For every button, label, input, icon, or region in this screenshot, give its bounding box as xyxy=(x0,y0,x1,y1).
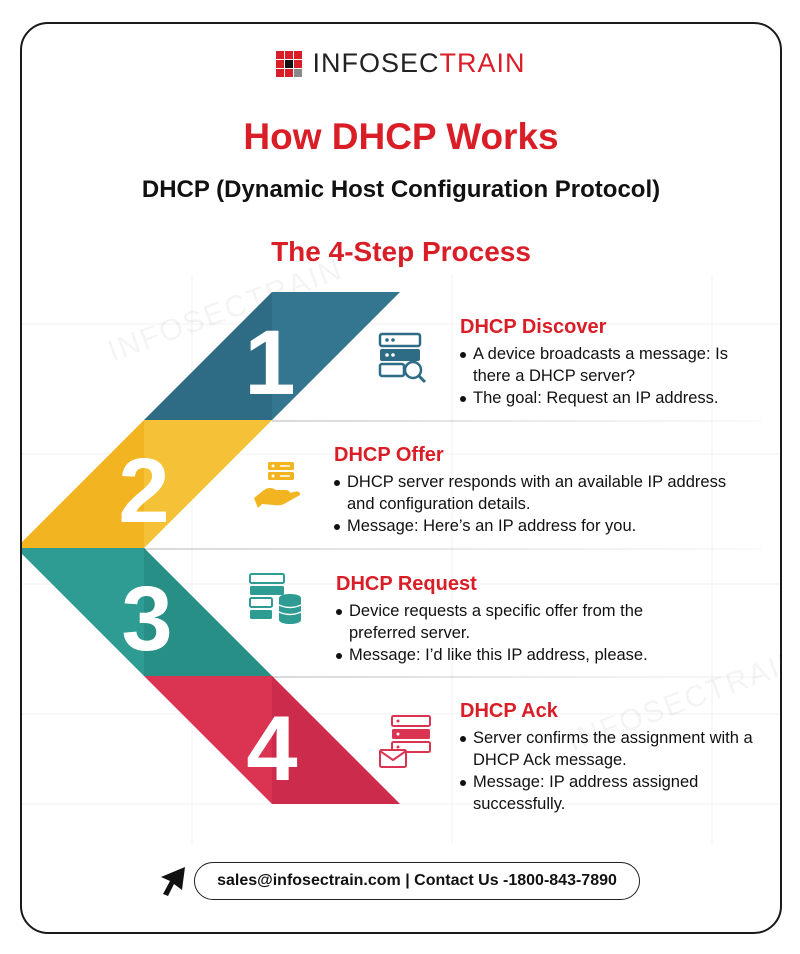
server-search-icon xyxy=(377,332,427,384)
page-subtitle: DHCP (Dynamic Host Configuration Protocol) xyxy=(141,176,661,203)
step-title-2: DHCP Offer xyxy=(334,444,444,466)
step-2-bullet: DHCP server responds with an available IP address and configuration details. xyxy=(334,471,744,515)
server-database-icon xyxy=(248,572,304,626)
step-2-bullet: Message: Here’s an IP address for you. xyxy=(334,515,744,537)
step-divider xyxy=(272,420,762,422)
page-title: How DHCP Works xyxy=(243,116,559,157)
brand-name: INFOSECTRAIN xyxy=(312,48,526,78)
step-4 xyxy=(460,700,760,815)
step-number-1: 1 xyxy=(244,312,296,414)
contact-info[interactable]: sales@infosectrain.com | Contact Us -1800-843-7890 xyxy=(194,862,640,900)
step-number-2: 2 xyxy=(118,440,170,542)
step-4-bullet: Message: IP address assigned successfully. xyxy=(460,771,760,815)
step-3-bullet: Device requests a specific offer from the preferred server. xyxy=(336,600,706,644)
step-divider xyxy=(144,548,762,550)
process-heading: The 4-Step Process xyxy=(271,236,531,267)
step-number-3: 3 xyxy=(121,568,173,670)
step-3 xyxy=(336,573,706,666)
step-title-3: DHCP Request xyxy=(336,573,477,595)
cursor-arrow-icon xyxy=(157,864,189,898)
step-1-bullet: A device broadcasts a message: Is there a DHCP server? xyxy=(460,343,760,387)
step-1 xyxy=(460,316,760,409)
server-hand-icon xyxy=(250,458,304,512)
step-2 xyxy=(334,444,744,537)
step-3-bullet: Message: I’d like this IP address, please. xyxy=(336,644,706,666)
server-mail-icon xyxy=(378,714,434,770)
step-title-1: DHCP Discover xyxy=(460,316,607,338)
step-4-bullet: Server confirms the assignment with a DHCP Ack message. xyxy=(460,727,760,771)
step-1-bullet: The goal: Request an IP address. xyxy=(460,387,760,409)
step-divider xyxy=(272,676,762,678)
infographic-card xyxy=(20,22,782,934)
step-number-4: 4 xyxy=(246,698,298,800)
step-title-4: DHCP Ack xyxy=(460,700,558,722)
